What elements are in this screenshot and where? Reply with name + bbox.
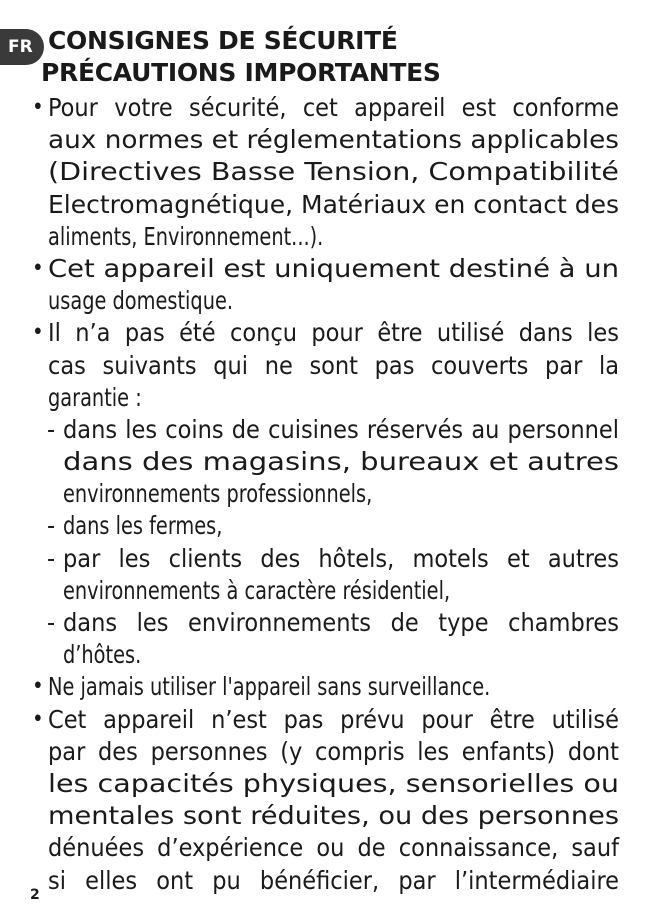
text-line-content: Cet appareil n’est pas prévu pour être utilisé xyxy=(48,704,619,734)
text-line xyxy=(0,317,650,349)
text-line-content: par des personnes (y compris les enfants) dont xyxy=(48,736,619,766)
text-line xyxy=(0,832,650,864)
text-line-content: si elles ont pu bénéficier, par l’intermédiaire xyxy=(48,865,619,895)
text-line-content: dans les environnements de type chambres xyxy=(63,608,619,637)
text-line xyxy=(0,221,650,253)
text-line xyxy=(0,285,650,317)
text-line-content: usage domestique. xyxy=(48,286,234,316)
bullet-marker: • xyxy=(32,674,44,700)
text-line-content: dans des magasins, bureaux et autres xyxy=(63,447,619,477)
text-line xyxy=(0,92,650,124)
text-line xyxy=(0,607,650,639)
dash-marker: - xyxy=(47,414,56,444)
text-line-content: mentales sont réduites, ou des personnes xyxy=(48,801,619,831)
text-line xyxy=(0,253,650,285)
text-line xyxy=(0,736,650,768)
dash-marker: - xyxy=(47,608,56,637)
text-line xyxy=(0,800,650,832)
text-line xyxy=(0,639,650,671)
bullet-marker: • xyxy=(32,320,44,346)
text-line xyxy=(0,865,650,897)
title-line-1: CONSIGNES DE SÉCURITÉ xyxy=(48,26,398,55)
text-line xyxy=(0,478,650,510)
text-line xyxy=(0,575,650,607)
text-line xyxy=(0,350,650,382)
text-line xyxy=(0,671,650,703)
text-line xyxy=(0,510,650,542)
text-line-content: environnements à caractère résidentiel, xyxy=(63,575,451,605)
title-line-2: PRÉCAUTIONS IMPORTANTES xyxy=(41,58,441,88)
text-line-content: Electromagnétique, Matériaux en contact des xyxy=(48,189,619,219)
bullet-marker: • xyxy=(32,255,44,281)
text-line xyxy=(0,189,650,221)
text-line xyxy=(0,414,650,446)
bullet-marker: • xyxy=(32,706,44,732)
text-line-content: dénuées d’expérience ou de connaissance, sauf xyxy=(48,833,619,863)
text-line-content: garantie : xyxy=(48,382,142,412)
text-line-content: aliments, Environnement...). xyxy=(48,221,324,251)
page-title xyxy=(41,25,441,89)
text-line-content: aux normes et réglementations applicables xyxy=(48,125,619,155)
text-line xyxy=(0,446,650,478)
text-line-content: dans les coins de cuisines réservés au personnel xyxy=(63,414,619,444)
text-line-content: Pour votre sécurité, cet appareil est conforme xyxy=(48,93,619,122)
bullet-marker: • xyxy=(32,95,44,120)
text-line xyxy=(0,124,650,156)
text-line-content: Ne jamais utiliser l'appareil sans surveillance. xyxy=(48,672,491,702)
text-line-content: Il n’a pas été conçu pour être utilisé dans les xyxy=(48,318,619,348)
text-line-content: cas suivants qui ne sont pas couverts par la xyxy=(48,350,619,380)
text-line-content: environnements professionnels, xyxy=(63,479,373,509)
text-line xyxy=(0,768,650,800)
text-line xyxy=(0,543,650,575)
text-line xyxy=(0,382,650,414)
text-line xyxy=(0,156,650,188)
text-line-content: (Directives Basse Tension, Compatibilité xyxy=(48,157,619,187)
text-line-content: d’hôtes. xyxy=(63,640,142,670)
text-line-content: par les clients des hôtels, motels et autres xyxy=(63,543,619,573)
page-number: 2 xyxy=(30,887,40,903)
text-line-content: les capacités physiques, sensorielles ou xyxy=(48,768,619,798)
safety-instructions-body xyxy=(0,92,650,897)
dash-marker: - xyxy=(47,511,56,541)
dash-marker: - xyxy=(47,543,56,573)
text-line-content: Cet appareil est uniquement destiné à un xyxy=(48,253,619,283)
text-line xyxy=(0,704,650,736)
text-line-content: dans les fermes, xyxy=(63,511,223,541)
language-badge: FR xyxy=(0,29,44,65)
